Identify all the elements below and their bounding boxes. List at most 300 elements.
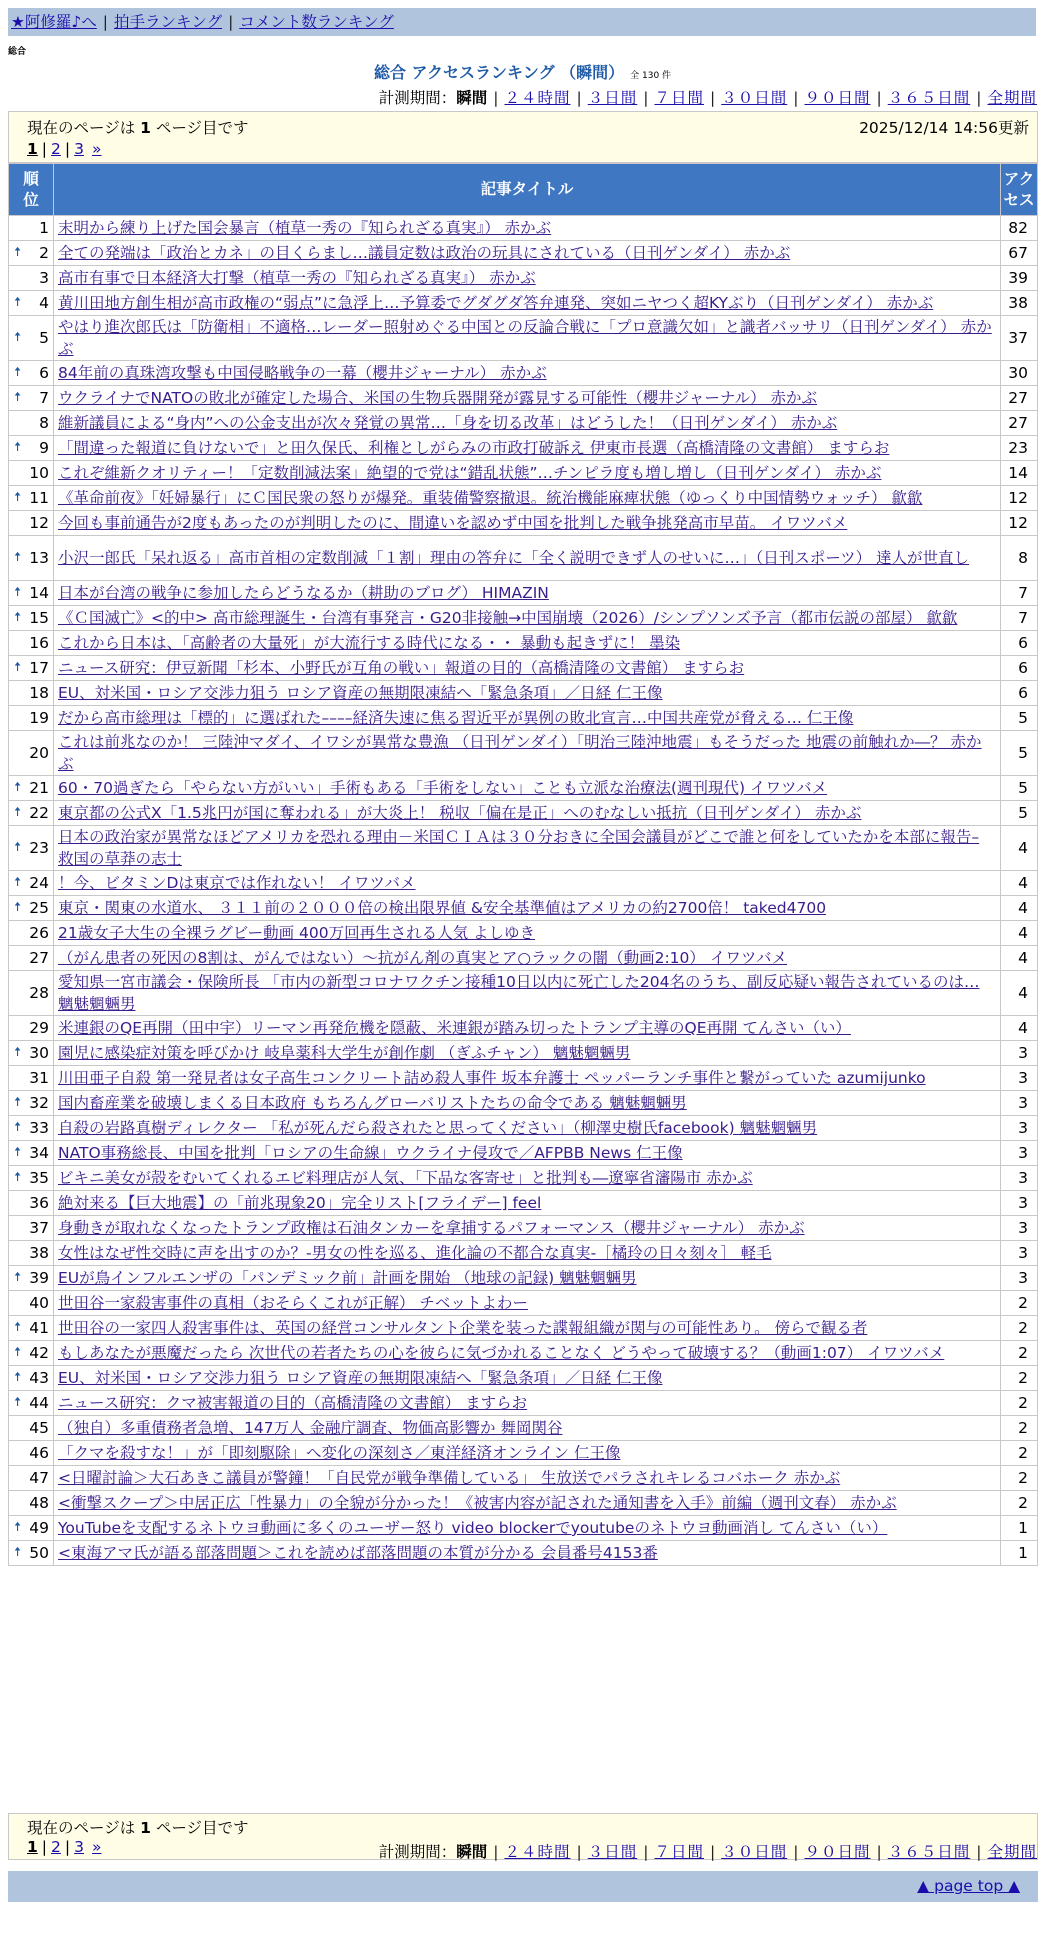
rank-cell — [9, 1391, 54, 1416]
title-cell — [54, 411, 1001, 436]
rank-cell — [9, 1541, 54, 1566]
page-link[interactable]: 3 — [74, 1838, 85, 1856]
table-row — [9, 1041, 1038, 1066]
article-title-link[interactable]: 21歳女子大生の全裸ラグビー動画 400万回再生される人気 よしゆき — [58, 924, 536, 942]
rank-up-arrow-icon: 🠅 — [14, 1270, 22, 1285]
period-separator: | — [576, 1843, 582, 1861]
title-cell — [54, 316, 1001, 361]
period-option-link[interactable]: ３日間 — [587, 89, 638, 107]
article-title-link[interactable]: 維新議員による“身内”への公金支出が次々発覚の異常…「身を切る改革」はどうした！（日刊ゲンダイ） 赤かぶ — [58, 414, 838, 432]
article-title-link[interactable]: EUが鳥インフルエンザの「パンデミック前」計画を開始 （地球の記録) 魑魅魍魎男 — [58, 1269, 637, 1287]
rank-up-arrow-icon: 🠅 — [14, 780, 22, 795]
article-title-link[interactable]: EU、対米国・ロシア交渉力狙う ロシア資産の無期限凍結へ「緊急条項」／日経 仁王像 — [58, 684, 663, 702]
period-option-link[interactable]: ３０日間 — [721, 1843, 788, 1861]
title-cell — [54, 1341, 1001, 1366]
table-row — [9, 1441, 1038, 1466]
rank-number: 48 — [29, 1494, 49, 1512]
access-count: 5 — [1001, 801, 1038, 826]
rank-number: 19 — [29, 709, 49, 727]
table-row — [9, 656, 1038, 681]
access-count: 7 — [1001, 581, 1038, 606]
period-current: 瞬間 — [456, 1843, 488, 1861]
table-row — [9, 971, 1038, 1016]
rank-cell — [9, 1516, 54, 1541]
period-separator: | — [710, 89, 716, 107]
table-row — [9, 731, 1038, 776]
table-row — [9, 871, 1038, 896]
rank-cell — [9, 921, 54, 946]
rank-number: 43 — [29, 1369, 49, 1387]
rank-number: 33 — [29, 1119, 49, 1137]
rank-number: 40 — [29, 1294, 49, 1312]
rank-header: 順位 — [9, 164, 54, 216]
access-count: 2 — [1001, 1441, 1038, 1466]
table-row — [9, 1366, 1038, 1391]
title-cell — [54, 1016, 1001, 1041]
table-row — [9, 1491, 1038, 1516]
period-selector-top — [379, 86, 1037, 108]
access-count: 3 — [1001, 1116, 1038, 1141]
period-option-link[interactable]: ３６５日間 — [887, 89, 971, 107]
rank-cell — [9, 706, 54, 731]
rank-cell — [9, 1316, 54, 1341]
rank-up-arrow-icon: 🠅 — [14, 900, 22, 915]
rank-cell — [9, 316, 54, 361]
period-separator: | — [493, 89, 499, 107]
page-separator: | — [64, 1838, 71, 1856]
page-top-link[interactable]: ▲ page top ▲ — [917, 1877, 1020, 1895]
period-separator: | — [643, 1843, 649, 1861]
rank-cell — [9, 1091, 54, 1116]
article-title-link[interactable]: 国内畜産業を破壊しまくる日本政府 もちろんグローバリストたちの命令である 魑魅魍魎男 — [58, 1094, 687, 1112]
article-title-link[interactable]: ニュース研究：クマ被害報道の目的（高橋清隆の文書館） ますらお — [58, 1394, 528, 1412]
title-cell — [54, 361, 1001, 386]
article-title-link[interactable]: （独自）多重債務者急増、147万人 金融庁調査、物価高影響か 舞岡関谷 — [58, 1419, 563, 1437]
rank-number: 29 — [29, 1019, 49, 1037]
title-cell — [54, 1516, 1001, 1541]
rank-number: 23 — [29, 839, 49, 857]
rank-number: 11 — [29, 489, 49, 507]
rank-up-arrow-icon: 🠅 — [14, 550, 22, 565]
article-title-link[interactable]: 「クマを殺すな！」が「即刻駆除」へ変化の深刻さ／東洋経済オンライン 仁王像 — [58, 1444, 621, 1462]
rank-cell — [9, 1191, 54, 1216]
access-count: 2 — [1001, 1316, 1038, 1341]
access-count: 2 — [1001, 1391, 1038, 1416]
period-option-link[interactable]: ９０日間 — [804, 89, 871, 107]
rank-up-arrow-icon: 🠅 — [14, 390, 22, 405]
table-row — [9, 1116, 1038, 1141]
rank-cell — [9, 1241, 54, 1266]
period-option-link[interactable]: 全期間 — [987, 1843, 1037, 1861]
period-option-link[interactable]: ７日間 — [654, 89, 704, 107]
title-cell — [54, 511, 1001, 536]
pager-top — [8, 111, 1038, 163]
rank-number: 27 — [29, 949, 49, 967]
rank-number: 20 — [29, 744, 49, 762]
clap-ranking-link[interactable]: 拍手ランキング — [114, 13, 223, 31]
rank-cell — [9, 731, 54, 776]
article-title-link[interactable]: だから高市総理は「標的」に選ばれた––––経済失速に焦る習近平が異例の敗北宣言…中国共産党が脅える… 仁王像 — [58, 709, 854, 727]
rank-up-arrow-icon: 🠅 — [14, 1395, 22, 1410]
item-count: 全 130 件 — [630, 71, 672, 81]
article-title-link[interactable]: もしあなたが悪魔だったら 次世代の若者たちの心を彼らに気づかれることなく どうやって破壊する？（動画1:07） イワツバメ — [58, 1344, 945, 1362]
title-cell — [54, 241, 1001, 266]
article-title-link[interactable]: <衝撃スクープ＞中居正広「性暴力」の全貌が分かった！《被害内容が記された通知書を入手》前編（週刊文春） 赤かぶ — [58, 1494, 897, 1512]
title-cell — [54, 631, 1001, 656]
article-title-link[interactable]: 今回も事前通告が2度もあったのが判明したのに、間違いを認めず中国を批判した戦争挑発高市早苗。 イワツバメ — [58, 514, 848, 532]
rank-up-arrow-icon: 🠅 — [14, 610, 22, 625]
rank-number: 49 — [29, 1519, 49, 1537]
rank-cell — [9, 1466, 54, 1491]
access-count: 4 — [1001, 1016, 1038, 1041]
article-title-link[interactable]: 全ての発端は「政治とカネ」の目くらまし…議員定数は政治の玩具にされている（日刊ゲンダイ） 赤かぶ — [58, 244, 791, 262]
rank-number: 13 — [29, 549, 49, 567]
article-title-link[interactable]: （がん患者の死因の8割は、がんではない）～抗がん剤の真実とア○ラックの闇（動画2:10） イワツバメ — [58, 949, 788, 967]
page-title — [0, 60, 1045, 83]
period-option-link[interactable]: ７日間 — [654, 1843, 704, 1861]
rank-number: 44 — [29, 1394, 49, 1412]
rank-cell — [9, 1066, 54, 1091]
title-cell — [54, 1166, 1001, 1191]
title-cell — [54, 946, 1001, 971]
title-cell — [54, 1541, 1001, 1566]
period-option-link[interactable]: 全期間 — [987, 89, 1037, 107]
access-count: 6 — [1001, 681, 1038, 706]
rank-cell — [9, 1016, 54, 1041]
article-title-link[interactable]: 絶対来る【巨大地震】の「前兆現象20」完全リスト[フライデー] feel — [58, 1194, 542, 1212]
access-count: 1 — [1001, 1541, 1038, 1566]
article-title-link[interactable]: 末明から練り上げた国会暴言（植草一秀の『知られざる真実』） 赤かぶ — [58, 219, 552, 237]
title-header: 記事タイトル — [54, 164, 1001, 216]
rank-cell — [9, 896, 54, 921]
table-row — [9, 1291, 1038, 1316]
current-page-text: 現在のページは 1 ページ目です — [27, 119, 249, 137]
article-title-link[interactable]: 《Ｃ国滅亡》<的中> 高市総理誕生・台湾有事発言・G20非接触→中国崩壊（2026）/シンプソンズ予言（都市伝説の部屋） 歙歙 — [58, 609, 958, 627]
access-count: 3 — [1001, 1041, 1038, 1066]
table-row — [9, 1541, 1038, 1566]
rank-cell — [9, 681, 54, 706]
access-count: 12 — [1001, 511, 1038, 536]
home-link[interactable]: ★阿修羅♪へ — [11, 13, 97, 31]
article-title-link[interactable]: EU、対米国・ロシア交渉力狙う ロシア資産の無期限凍結へ「緊急条項」／日経 仁王像 — [58, 1369, 663, 1387]
access-count: 6 — [1001, 631, 1038, 656]
period-separator: | — [493, 1843, 499, 1861]
table-row — [9, 1066, 1038, 1091]
title-cell — [54, 921, 1001, 946]
rank-cell — [9, 1141, 54, 1166]
rank-up-arrow-icon: 🠅 — [14, 1170, 22, 1185]
rank-number: 17 — [29, 659, 49, 677]
rank-number: 7 — [39, 389, 49, 407]
title-cell — [54, 1441, 1001, 1466]
article-title-link[interactable]: これから日本は、「高齢者の大量死」が大流行する時代になる・・ 暴動も起きずに！ 墨染 — [58, 634, 681, 652]
rank-cell — [9, 606, 54, 631]
title-cell — [54, 291, 1001, 316]
rank-number: 18 — [29, 684, 49, 702]
rank-cell — [9, 1041, 54, 1066]
title-cell — [54, 706, 1001, 731]
table-row — [9, 581, 1038, 606]
rank-cell — [9, 631, 54, 656]
access-count: 2 — [1001, 1491, 1038, 1516]
table-row — [9, 1141, 1038, 1166]
article-title-link[interactable]: 米連銀のQE再開（田中宇）リーマン再発危機を隠蔽、米連銀が踏み切ったトランプ主導のQE再開 てんさい（い） — [58, 1019, 851, 1037]
title-cell — [54, 1391, 1001, 1416]
title-cell — [54, 1116, 1001, 1141]
period-option-link[interactable]: ２４時間 — [504, 89, 571, 107]
article-title-link[interactable]: 身動きが取れなくなったトランプ政権は石油タンカーを拿捕するパフォーマンス（櫻井ジャーナル） 赤かぶ — [58, 1219, 805, 1237]
rank-number: 30 — [29, 1044, 49, 1062]
rank-number: 25 — [29, 899, 49, 917]
rank-cell — [9, 1166, 54, 1191]
title-cell — [54, 581, 1001, 606]
title-cell — [54, 1091, 1001, 1116]
rank-cell — [9, 536, 54, 581]
page-separator: | — [64, 140, 71, 158]
title-cell — [54, 436, 1001, 461]
page-link[interactable]: 2 — [51, 1838, 61, 1856]
rank-cell — [9, 871, 54, 896]
nav-separator: | — [228, 13, 234, 31]
article-title-link[interactable]: 日本の政治家が異常なほどアメリカを恐れる理由－米国ＣＩＡは３０分おきに全国会議員がどこで誰と何をしていたかを本部に報告– 救国の草莽の志士 — [58, 828, 980, 868]
rank-cell — [9, 461, 54, 486]
article-title-link[interactable]: 世田谷一家殺害事件の真相（おそらくこれが正解） チベットよわー — [58, 1294, 528, 1312]
article-title-link[interactable]: 川田亜子自殺 第一発見者は女子高生コンクリート詰め殺人事件 坂本弁護士 ペッパーランチ事件と繋がっていた azumijunko — [58, 1069, 926, 1087]
ranking-table — [8, 163, 1038, 1566]
updated-timestamp: 2025/12/14 14:56更新 — [859, 119, 1029, 137]
rank-up-arrow-icon: 🠅 — [14, 1520, 22, 1535]
article-title-link[interactable]: 愛知県一宮市議会・保険所長 「市内の新型コロナワクチン接種10日以内に死亡した204名のうち、副反応疑い報告されているのは… 魑魅魍魎男 — [58, 973, 980, 1013]
period-current: 瞬間 — [456, 89, 488, 107]
table-row — [9, 1416, 1038, 1441]
rank-number: 24 — [29, 874, 49, 892]
access-count: 27 — [1001, 386, 1038, 411]
access-count: 3 — [1001, 1191, 1038, 1216]
article-title-link[interactable]: 園児に感染症対策を呼びかけ 岐阜薬科大学生が創作劇 （ぎふチャン） 魑魅魍魎男 — [58, 1044, 631, 1062]
period-option-link[interactable]: ３０日間 — [721, 89, 788, 107]
article-title-link[interactable]: 日本が台湾の戦争に参加したらどうなるか（耕助のブログ） HIMAZIN — [58, 584, 549, 602]
title-cell — [54, 606, 1001, 631]
article-title-link[interactable]: これは前兆なのか！ 三陸沖マダイ、イワシが異常な豊漁 （日刊ゲンダイ）「明治三陸沖地震」もそうだった 地震の前触れか―？ 赤かぶ — [58, 733, 982, 773]
rank-up-arrow-icon: 🠅 — [14, 1320, 22, 1335]
rank-number: 35 — [29, 1169, 49, 1187]
access-count: 27 — [1001, 411, 1038, 436]
access-count: 3 — [1001, 1141, 1038, 1166]
table-row — [9, 1191, 1038, 1216]
rank-cell — [9, 411, 54, 436]
rank-up-arrow-icon: 🠅 — [14, 245, 22, 260]
period-separator: | — [643, 89, 649, 107]
rank-cell — [9, 1266, 54, 1291]
period-separator: | — [576, 89, 582, 107]
access-count: 7 — [1001, 606, 1038, 631]
rank-cell — [9, 266, 54, 291]
table-row — [9, 216, 1038, 241]
rank-number: 15 — [29, 609, 49, 627]
rank-number: 1 — [39, 219, 49, 237]
article-title-link[interactable]: 東京都の公式X「1.5兆円が国に奪われる」が大炎上！ 税収「偏在是正」へのむなしい抵抗（日刊ゲンダイ） 赤かぶ — [58, 804, 862, 822]
rank-number: 5 — [39, 329, 49, 347]
article-title-link[interactable]: これぞ維新クオリティー！「定数削減法案」絶望的で党は“錯乱状態”…チンピラ度も増し増し（日刊ゲンダイ） 赤かぶ — [58, 464, 882, 482]
rank-up-arrow-icon: 🠅 — [14, 840, 22, 855]
table-row — [9, 826, 1038, 871]
rank-number: 39 — [29, 1269, 49, 1287]
table-row — [9, 411, 1038, 436]
rank-cell — [9, 216, 54, 241]
period-label: 計測期間： — [378, 89, 457, 107]
article-title-link[interactable]: <東海アマ氏が語る部落問題＞これを読めば部落問題の本質が分かる 会員番号4153番 — [58, 1544, 658, 1562]
title-cell — [54, 1491, 1001, 1516]
rank-cell — [9, 656, 54, 681]
article-title-link[interactable]: 東京・関東の水道水、 ３１１前の２０００倍の検出限界値 &安全基準値はアメリカの約2700倍！ taked4700 — [58, 899, 827, 917]
table-row — [9, 461, 1038, 486]
title-cell — [54, 266, 1001, 291]
access-count: 2 — [1001, 1466, 1038, 1491]
period-option-link[interactable]: ３６５日間 — [887, 1843, 971, 1861]
table-row — [9, 291, 1038, 316]
access-count: 4 — [1001, 971, 1038, 1016]
page-link-current: 1 — [27, 140, 38, 158]
table-row — [9, 511, 1038, 536]
comment-ranking-link[interactable]: コメント数ランキング — [239, 13, 394, 31]
article-title-link[interactable]: ！今、ビタミンDは東京では作れない！ イワツバメ — [58, 874, 416, 892]
rank-number: 50 — [29, 1544, 49, 1562]
article-title-link[interactable]: <日曜討論＞大石あきこ議員が警鐘！「自民党が戦争準備している」 生放送でパラされキレるコバホーク 赤かぶ — [58, 1469, 841, 1487]
rank-up-arrow-icon: 🠅 — [14, 330, 22, 345]
table-row — [9, 1466, 1038, 1491]
access-count: 4 — [1001, 871, 1038, 896]
rank-up-arrow-icon: 🠅 — [14, 295, 22, 310]
title-cell — [54, 1191, 1001, 1216]
article-title-link[interactable]: NATO事務総長、中国を批判「ロシアの生命線」ウクライナ侵攻で／AFPBB News 仁王像 — [58, 1144, 683, 1162]
article-title-link[interactable]: 女性はなぜ性交時に声を出すのか？-男女の性を巡る、進化論の不都合な真実-［橘玲の日々刻々］ 軽毛 — [58, 1244, 772, 1262]
rank-number: 16 — [29, 634, 49, 652]
article-title-link[interactable]: ビキニ美女が殻をむいてくれるエビ料理店が人気、「下品な客寄せ」と批判も―遼寧省瀋陽市 赤かぶ — [58, 1169, 753, 1187]
table-row — [9, 681, 1038, 706]
access-count: 5 — [1001, 706, 1038, 731]
period-option-link[interactable]: ２４時間 — [504, 1843, 571, 1861]
access-count: 3 — [1001, 1091, 1038, 1116]
title-cell — [54, 1216, 1001, 1241]
article-title-link[interactable]: 小沢一郎氏「呆れ返る」高市首相の定数削減「１割」理由の答弁に「全く説明できず人のせいに…」（日刊スポーツ） 達人が世直し — [58, 549, 970, 567]
access-count: 2 — [1001, 1416, 1038, 1441]
section-label: 総合 — [8, 47, 27, 57]
rank-cell — [9, 511, 54, 536]
access-count: 82 — [1001, 216, 1038, 241]
article-title-link[interactable]: YouTubeを支配するネトウヨ動画に多くのユーザー怒り video blockerでyoutubeのネトウヨ動画消し てんさい（い） — [58, 1519, 888, 1537]
access-count: 6 — [1001, 656, 1038, 681]
rank-number: 28 — [29, 984, 49, 1002]
title-cell — [54, 1241, 1001, 1266]
rank-cell — [9, 486, 54, 511]
article-title-link[interactable]: ニュース研究：伊豆新聞「杉本、小野氏が互角の戦い」報道の目的（高橋清隆の文書館） ますらお — [58, 659, 745, 677]
table-row — [9, 706, 1038, 731]
period-separator: | — [710, 1843, 716, 1861]
article-title-link[interactable]: 《革命前夜》「妊婦暴行」にＣ国民衆の怒りが爆発。重装備警察撤退。統治機能麻痺状態（ゆっくり中国情勢ウォッチ） 歙歙 — [58, 489, 923, 507]
article-title-link[interactable]: 「間違った報道に負けないで」と田久保氏、利権としがらみの市政打破訴え 伊東市長選（高橋清隆の文書館） ますらお — [58, 439, 890, 457]
access-count: 2 — [1001, 1291, 1038, 1316]
rank-cell — [9, 1216, 54, 1241]
rank-number: 2 — [39, 244, 49, 262]
page-link[interactable]: 3 — [74, 140, 85, 158]
bottom-bar — [8, 1871, 1038, 1902]
rank-cell — [9, 386, 54, 411]
article-title-link[interactable]: 60・70過ぎたら「やらない方がいい」手術もある「手術をしない」ことも立派な治療法(週刊現代) イワツバメ — [58, 779, 828, 797]
rank-number: 26 — [29, 924, 49, 942]
rank-cell — [9, 241, 54, 266]
access-count: 5 — [1001, 776, 1038, 801]
rank-number: 3 — [39, 269, 49, 287]
rank-number: 6 — [39, 364, 49, 382]
rank-cell — [9, 1116, 54, 1141]
access-count: 2 — [1001, 1366, 1038, 1391]
rank-number: 10 — [29, 464, 49, 482]
table-row — [9, 801, 1038, 826]
table-row — [9, 946, 1038, 971]
table-row — [9, 1091, 1038, 1116]
access-count: 3 — [1001, 1166, 1038, 1191]
table-row — [9, 1166, 1038, 1191]
title-cell — [54, 1316, 1001, 1341]
article-title-link[interactable]: ウクライナでNATOの敗北が確定した場合、米国の生物兵器開発が露見する可能性（櫻井ジャーナル） 赤かぶ — [58, 389, 818, 407]
table-row — [9, 486, 1038, 511]
period-selector-bottom — [379, 1840, 1037, 1862]
period-separator: | — [793, 1843, 799, 1861]
article-title-link[interactable]: 黄川田地方創生相が高市政権の“弱点”に急浮上…予算委でグダグダ答弁連発、突如ニヤつく超KYぶり（日刊ゲンダイ） 赤かぶ — [58, 294, 934, 312]
title-cell — [54, 1266, 1001, 1291]
access-count: 23 — [1001, 436, 1038, 461]
article-title-link[interactable]: 高市有事で日本経済大打撃（植草一秀の『知られざる真実』） 赤かぶ — [58, 269, 536, 287]
rank-number: 46 — [29, 1444, 49, 1462]
rank-cell — [9, 946, 54, 971]
period-option-link[interactable]: ３日間 — [587, 1843, 638, 1861]
period-option-link[interactable]: ９０日間 — [804, 1843, 871, 1861]
article-title-link[interactable]: 自殺の岩路真樹ディレクター 「私が死んだら殺されたと思ってください」（柳澤史樹氏facebook) 魑魅魍魎男 — [58, 1119, 818, 1137]
rank-cell — [9, 1491, 54, 1516]
rank-cell — [9, 581, 54, 606]
rank-cell — [9, 971, 54, 1016]
article-title-link[interactable]: 世田谷の一家四人殺害事件は、英国の経営コンサルタント企業を装った諜報組織が関与の可能性あり。 傍らで観る者 — [58, 1319, 868, 1337]
access-count: 14 — [1001, 461, 1038, 486]
title-cell — [54, 1141, 1001, 1166]
table-row — [9, 1316, 1038, 1341]
page-links — [27, 140, 102, 158]
rank-cell — [9, 361, 54, 386]
title-cell — [54, 1466, 1001, 1491]
article-title-link[interactable]: やはり進次郎氏は「防衛相」不適格…レーダー照射めぐる中国との反論合戦に「プロ意識欠如」と識者バッサリ（日刊ゲンダイ） 赤かぶ — [58, 318, 992, 358]
next-page-link[interactable]: » — [92, 1838, 102, 1856]
page-link-current: 1 — [27, 1838, 38, 1856]
title-cell — [54, 386, 1001, 411]
rank-number: 41 — [29, 1319, 49, 1337]
rank-number: 21 — [29, 779, 49, 797]
title-cell — [54, 1041, 1001, 1066]
article-title-link[interactable]: 84年前の真珠湾攻撃も中国侵略戦争の一幕（櫻井ジャーナル） 赤かぶ — [58, 364, 547, 382]
table-row — [9, 266, 1038, 291]
next-page-link[interactable]: » — [92, 140, 102, 158]
access-count: 4 — [1001, 826, 1038, 871]
period-separator: | — [976, 1843, 982, 1861]
rank-number: 37 — [29, 1219, 49, 1237]
rank-number: 9 — [39, 439, 49, 457]
rank-cell — [9, 776, 54, 801]
title-cell — [54, 461, 1001, 486]
table-row — [9, 1341, 1038, 1366]
rank-up-arrow-icon: 🠅 — [14, 1545, 22, 1560]
access-count: 30 — [1001, 361, 1038, 386]
rank-up-arrow-icon: 🠅 — [14, 805, 22, 820]
page-link[interactable]: 2 — [51, 140, 61, 158]
